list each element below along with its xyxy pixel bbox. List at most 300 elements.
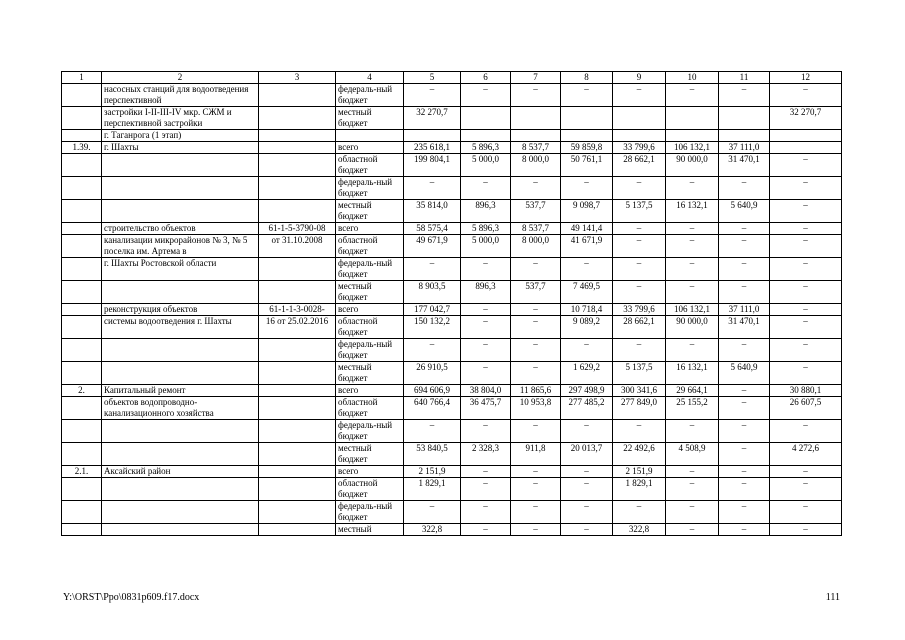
amount-cell: 5 000,0 [461, 235, 511, 258]
amount-cell: 277 849,0 [613, 397, 666, 420]
amount-cell: – [719, 466, 770, 478]
row-number-cell [62, 258, 102, 281]
amount-cell: – [719, 223, 770, 235]
table-row [62, 281, 842, 304]
table-row [62, 304, 842, 316]
object-name-cell: реконструкция объектов [102, 304, 259, 316]
amount-cell: – [770, 420, 842, 443]
amount-cell: 49 671,9 [404, 235, 461, 258]
file-path: Y:\ORST\Ppo\0831p609.f17.docx [63, 592, 200, 603]
funding-source-cell: областной бюджет [336, 235, 404, 258]
column-number: 9 [613, 72, 666, 84]
amount-cell: – [561, 478, 613, 501]
amount-cell: – [461, 304, 511, 316]
amount-cell: – [511, 84, 561, 107]
object-name-cell: объектов водопроводно-канализационного хозяйства [102, 397, 259, 420]
amount-cell: 8 903,5 [404, 281, 461, 304]
amount-cell: – [511, 524, 561, 536]
funding-source-cell: федераль-ный бюджет [336, 84, 404, 107]
amount-cell: 25 155,2 [666, 397, 719, 420]
amount-cell: – [613, 281, 666, 304]
document-cell [259, 362, 336, 385]
amount-cell: – [561, 339, 613, 362]
amount-cell: – [719, 84, 770, 107]
object-name-cell [102, 443, 259, 466]
amount-cell: – [719, 443, 770, 466]
amount-cell: 20 013,7 [561, 443, 613, 466]
object-name-cell: строительство объектов [102, 223, 259, 235]
amount-cell: 10 718,4 [561, 304, 613, 316]
amount-cell: – [561, 524, 613, 536]
amount-cell: – [461, 420, 511, 443]
amount-cell: 32 270,7 [404, 107, 461, 130]
amount-cell [511, 130, 561, 142]
table-row [62, 420, 842, 443]
row-number-cell: 2. [62, 385, 102, 397]
amount-cell: – [719, 339, 770, 362]
amount-cell: – [404, 177, 461, 200]
amount-cell [770, 142, 842, 154]
row-number-cell [62, 501, 102, 524]
amount-cell: 35 814,0 [404, 200, 461, 223]
amount-cell: – [404, 258, 461, 281]
amount-cell: – [511, 362, 561, 385]
amount-cell: – [770, 177, 842, 200]
amount-cell: – [666, 466, 719, 478]
row-number-cell [62, 200, 102, 223]
amount-cell: – [666, 177, 719, 200]
table-row [62, 223, 842, 235]
amount-cell: – [461, 177, 511, 200]
amount-cell: – [719, 258, 770, 281]
amount-cell: – [511, 501, 561, 524]
amount-cell: – [613, 501, 666, 524]
column-number: 3 [259, 72, 336, 84]
amount-cell: 150 132,2 [404, 316, 461, 339]
amount-cell: 2 328,3 [461, 443, 511, 466]
funding-source-cell: областной бюджет [336, 478, 404, 501]
funding-source-cell: всего [336, 466, 404, 478]
amount-cell: – [461, 84, 511, 107]
amount-cell: – [770, 235, 842, 258]
document-cell [259, 443, 336, 466]
document-cell [259, 258, 336, 281]
funding-source-cell: местный бюджет [336, 443, 404, 466]
amount-cell: 32 270,7 [770, 107, 842, 130]
amount-cell: – [561, 84, 613, 107]
funding-source-cell: федераль-ный бюджет [336, 258, 404, 281]
amount-cell: – [561, 501, 613, 524]
amount-cell: 28 662,1 [613, 316, 666, 339]
amount-cell: – [666, 501, 719, 524]
amount-cell: – [613, 84, 666, 107]
amount-cell: – [561, 466, 613, 478]
table-row [62, 130, 842, 142]
amount-cell: 28 662,1 [613, 154, 666, 177]
funding-source-cell: местный бюджет [336, 281, 404, 304]
document-cell: от 31.10.2008 [259, 235, 336, 258]
amount-cell: 33 799,6 [613, 142, 666, 154]
amount-cell: 37 111,0 [719, 304, 770, 316]
amount-cell: 58 575,4 [404, 223, 461, 235]
amount-cell: 38 804,0 [461, 385, 511, 397]
amount-cell: – [461, 362, 511, 385]
document-cell [259, 466, 336, 478]
column-number: 5 [404, 72, 461, 84]
amount-cell: – [404, 84, 461, 107]
object-name-cell: г. Таганрога (1 этап) [102, 130, 259, 142]
amount-cell: 1 829,1 [613, 478, 666, 501]
document-cell: 61-1-1-3-0028- [259, 304, 336, 316]
amount-cell [770, 130, 842, 142]
amount-cell: 4 272,6 [770, 443, 842, 466]
amount-cell: 8 000,0 [511, 235, 561, 258]
amount-cell [613, 130, 666, 142]
amount-cell: 30 880,1 [770, 385, 842, 397]
amount-cell: 896,3 [461, 200, 511, 223]
amount-cell: – [461, 524, 511, 536]
object-name-cell: Капитальный ремонт [102, 385, 259, 397]
amount-cell: 5 137,5 [613, 200, 666, 223]
row-number-cell [62, 154, 102, 177]
amount-cell: 9 098,7 [561, 200, 613, 223]
amount-cell: 37 111,0 [719, 142, 770, 154]
object-name-cell [102, 478, 259, 501]
amount-cell: – [511, 258, 561, 281]
amount-cell [719, 130, 770, 142]
funding-source-cell: областной бюджет [336, 154, 404, 177]
amount-cell: – [666, 84, 719, 107]
amount-cell: 90 000,0 [666, 316, 719, 339]
table-row [62, 177, 842, 200]
table-row [62, 235, 842, 258]
document-cell [259, 142, 336, 154]
object-name-cell: застройки I-II-III-IV мкр. СЖМ и перспективной застройки [102, 107, 259, 130]
document-cell [259, 281, 336, 304]
amount-cell: 106 132,1 [666, 304, 719, 316]
amount-cell: – [666, 524, 719, 536]
document-cell [259, 420, 336, 443]
amount-cell: – [770, 84, 842, 107]
amount-cell: 33 799,6 [613, 304, 666, 316]
row-number-cell [62, 420, 102, 443]
object-name-cell: насосных станций для водоотведения перспективной [102, 84, 259, 107]
amount-cell: 2 151,9 [613, 466, 666, 478]
amount-cell: 8 537,7 [511, 142, 561, 154]
funding-source-cell: федераль-ный бюджет [336, 420, 404, 443]
row-number-cell: 1.39. [62, 142, 102, 154]
amount-cell [613, 107, 666, 130]
amount-cell: – [666, 223, 719, 235]
amount-cell: 5 640,9 [719, 362, 770, 385]
funding-source-cell: местный бюджет [336, 362, 404, 385]
column-number: 12 [770, 72, 842, 84]
amount-cell: – [719, 397, 770, 420]
object-name-cell: г. Шахты Ростовской области [102, 258, 259, 281]
row-number-cell [62, 107, 102, 130]
amount-cell: 2 151,9 [404, 466, 461, 478]
amount-cell: – [770, 316, 842, 339]
amount-cell: 1 629,2 [561, 362, 613, 385]
amount-cell: 322,8 [613, 524, 666, 536]
amount-cell: – [613, 235, 666, 258]
document-cell: 61-1-5-3790-08 [259, 223, 336, 235]
amount-cell: 537,7 [511, 281, 561, 304]
amount-cell: 694 606,9 [404, 385, 461, 397]
object-name-cell [102, 501, 259, 524]
amount-cell: – [511, 304, 561, 316]
amount-cell: 53 840,5 [404, 443, 461, 466]
amount-cell: – [511, 177, 561, 200]
row-number-cell [62, 443, 102, 466]
amount-cell: – [666, 235, 719, 258]
table-row [62, 107, 842, 130]
amount-cell: – [770, 524, 842, 536]
amount-cell: 5 896,3 [461, 223, 511, 235]
funding-source-cell: федераль-ный бюджет [336, 339, 404, 362]
amount-cell: 16 132,1 [666, 200, 719, 223]
amount-cell: – [770, 223, 842, 235]
amount-cell: 16 132,1 [666, 362, 719, 385]
object-name-cell [102, 420, 259, 443]
amount-cell: 49 141,4 [561, 223, 613, 235]
document-cell [259, 200, 336, 223]
amount-cell: – [511, 339, 561, 362]
amount-cell: 90 000,0 [666, 154, 719, 177]
document-cell [259, 84, 336, 107]
amount-cell: – [461, 339, 511, 362]
amount-cell: – [404, 501, 461, 524]
amount-cell: – [719, 235, 770, 258]
row-number-cell [62, 223, 102, 235]
amount-cell [561, 107, 613, 130]
table-row [62, 385, 842, 397]
table-row [62, 443, 842, 466]
amount-cell: 235 618,1 [404, 142, 461, 154]
document-cell [259, 130, 336, 142]
amount-cell [666, 130, 719, 142]
amount-cell: 7 469,5 [561, 281, 613, 304]
amount-cell: 9 089,2 [561, 316, 613, 339]
document-cell [259, 385, 336, 397]
table-row [62, 316, 842, 339]
amount-cell: 26 910,5 [404, 362, 461, 385]
amount-cell: – [613, 339, 666, 362]
row-number-cell [62, 397, 102, 420]
amount-cell: 41 671,9 [561, 235, 613, 258]
row-number-cell [62, 362, 102, 385]
document-cell [259, 177, 336, 200]
funding-source-cell: всего [336, 223, 404, 235]
column-number: 4 [336, 72, 404, 84]
amount-cell: 22 492,6 [613, 443, 666, 466]
row-number-cell [62, 281, 102, 304]
amount-cell: 5 000,0 [461, 154, 511, 177]
amount-cell: 31 470,1 [719, 154, 770, 177]
amount-cell: 5 137,5 [613, 362, 666, 385]
object-name-cell [102, 281, 259, 304]
amount-cell: 537,7 [511, 200, 561, 223]
amount-cell: 59 859,8 [561, 142, 613, 154]
document-cell [259, 501, 336, 524]
amount-cell: – [770, 154, 842, 177]
amount-cell [404, 130, 461, 142]
row-number-cell: 2.1. [62, 466, 102, 478]
amount-cell: 11 865,6 [511, 385, 561, 397]
amount-cell: 297 498,9 [561, 385, 613, 397]
amount-cell: – [770, 258, 842, 281]
document-cell [259, 154, 336, 177]
column-number: 11 [719, 72, 770, 84]
amount-cell: 8 537,7 [511, 223, 561, 235]
funding-source-cell: местный [336, 524, 404, 536]
amount-cell: – [770, 362, 842, 385]
funding-source-cell [336, 130, 404, 142]
amount-cell: 177 042,7 [404, 304, 461, 316]
column-number: 1 [62, 72, 102, 84]
table-row [62, 200, 842, 223]
funding-source-cell: местный бюджет [336, 107, 404, 130]
amount-cell [666, 107, 719, 130]
amount-cell: – [561, 177, 613, 200]
object-name-cell: системы водоотведения г. Шахты [102, 316, 259, 339]
amount-cell: – [719, 177, 770, 200]
amount-cell: – [666, 420, 719, 443]
amount-cell: – [511, 316, 561, 339]
amount-cell: – [770, 466, 842, 478]
funding-source-cell: федераль-ный бюджет [336, 177, 404, 200]
funding-source-cell: областной бюджет [336, 316, 404, 339]
amount-cell: 8 000,0 [511, 154, 561, 177]
table-row [62, 258, 842, 281]
amount-cell: 300 341,6 [613, 385, 666, 397]
object-name-cell [102, 177, 259, 200]
amount-cell: – [461, 501, 511, 524]
table-row [62, 524, 842, 536]
amount-cell: – [511, 420, 561, 443]
amount-cell: – [666, 478, 719, 501]
document-cell: 16 от 25.02.2016 [259, 316, 336, 339]
amount-cell: – [613, 420, 666, 443]
header-row [62, 72, 842, 84]
amount-cell: 10 953,8 [511, 397, 561, 420]
funding-source-cell: всего [336, 385, 404, 397]
column-number: 10 [666, 72, 719, 84]
amount-cell: – [719, 501, 770, 524]
amount-cell: 26 607,5 [770, 397, 842, 420]
document-cell [259, 524, 336, 536]
row-number-cell [62, 304, 102, 316]
amount-cell [461, 107, 511, 130]
amount-cell: 36 475,7 [461, 397, 511, 420]
table-row [62, 154, 842, 177]
row-number-cell [62, 84, 102, 107]
amount-cell [719, 107, 770, 130]
amount-cell: – [666, 339, 719, 362]
amount-cell: 4 508,9 [666, 443, 719, 466]
amount-cell: – [511, 478, 561, 501]
amount-cell [461, 130, 511, 142]
funding-source-cell: федераль-ный бюджет [336, 501, 404, 524]
object-name-cell [102, 339, 259, 362]
document-cell [259, 397, 336, 420]
amount-cell: – [613, 177, 666, 200]
table-row [62, 362, 842, 385]
amount-cell: – [770, 304, 842, 316]
table-row [62, 466, 842, 478]
amount-cell [561, 130, 613, 142]
table-row [62, 142, 842, 154]
funding-source-cell: областной бюджет [336, 397, 404, 420]
amount-cell: – [613, 258, 666, 281]
row-number-cell [62, 130, 102, 142]
object-name-cell [102, 200, 259, 223]
amount-cell [511, 107, 561, 130]
funding-source-cell: всего [336, 142, 404, 154]
amount-cell: – [719, 524, 770, 536]
row-number-cell [62, 316, 102, 339]
amount-cell: – [770, 339, 842, 362]
column-number: 8 [561, 72, 613, 84]
amount-cell: – [666, 258, 719, 281]
amount-cell: – [561, 258, 613, 281]
row-number-cell [62, 339, 102, 362]
funding-source-cell: всего [336, 304, 404, 316]
amount-cell: – [461, 478, 511, 501]
amount-cell: – [461, 466, 511, 478]
row-number-cell [62, 524, 102, 536]
object-name-cell [102, 154, 259, 177]
column-number: 6 [461, 72, 511, 84]
amount-cell: 50 761,1 [561, 154, 613, 177]
funding-source-cell: местный бюджет [336, 200, 404, 223]
document-cell [259, 339, 336, 362]
amount-cell: – [770, 200, 842, 223]
row-number-cell [62, 478, 102, 501]
amount-cell: – [719, 385, 770, 397]
table-row [62, 478, 842, 501]
budget-table [61, 71, 842, 536]
row-number-cell [62, 235, 102, 258]
amount-cell: – [561, 420, 613, 443]
amount-cell: – [719, 420, 770, 443]
amount-cell: 1 829,1 [404, 478, 461, 501]
amount-cell: – [719, 281, 770, 304]
table-row [62, 397, 842, 420]
column-number: 7 [511, 72, 561, 84]
table-row [62, 501, 842, 524]
amount-cell: 640 766,4 [404, 397, 461, 420]
amount-cell: 5 640,9 [719, 200, 770, 223]
amount-cell: – [770, 478, 842, 501]
amount-cell: 322,8 [404, 524, 461, 536]
amount-cell: – [770, 501, 842, 524]
amount-cell: 5 896,3 [461, 142, 511, 154]
amount-cell: 896,3 [461, 281, 511, 304]
amount-cell: – [461, 258, 511, 281]
amount-cell: 911,8 [511, 443, 561, 466]
amount-cell: – [404, 339, 461, 362]
amount-cell: 31 470,1 [719, 316, 770, 339]
row-number-cell [62, 177, 102, 200]
page-number: 111 [825, 592, 840, 603]
amount-cell: – [719, 478, 770, 501]
amount-cell: – [511, 466, 561, 478]
amount-cell: – [770, 281, 842, 304]
object-name-cell [102, 362, 259, 385]
amount-cell: 29 664,1 [666, 385, 719, 397]
table-row [62, 339, 842, 362]
